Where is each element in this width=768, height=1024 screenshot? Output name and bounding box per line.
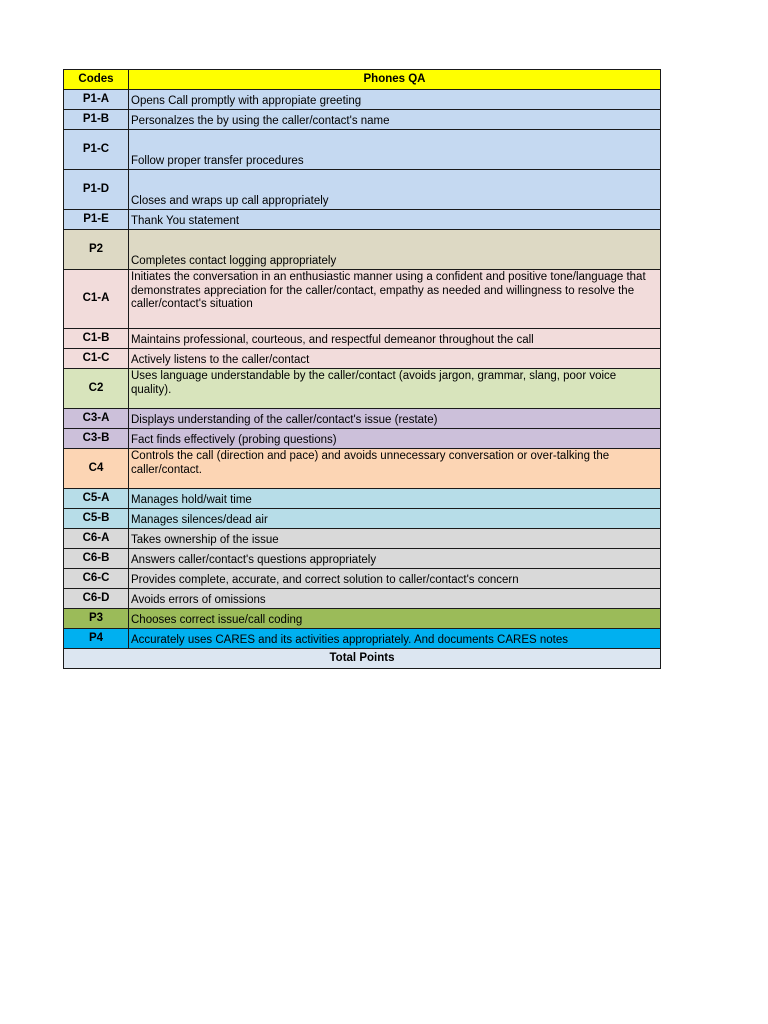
criteria-description: Takes ownership of the issue bbox=[129, 529, 661, 549]
table-row bbox=[64, 329, 661, 349]
table-row bbox=[64, 349, 661, 369]
criteria-code: C4 bbox=[64, 449, 129, 489]
qa-table-body bbox=[64, 70, 661, 669]
table-row bbox=[64, 589, 661, 609]
criteria-description: Chooses correct issue/call coding bbox=[129, 609, 661, 629]
criteria-code: C2 bbox=[64, 369, 129, 409]
table-row bbox=[64, 429, 661, 449]
criteria-code: C6-C bbox=[64, 569, 129, 589]
criteria-description: Accurately uses CARES and its activities appropriately. And documents CARES notes bbox=[129, 629, 661, 649]
criteria-code: C1-C bbox=[64, 349, 129, 369]
table-row bbox=[64, 170, 661, 210]
phones-qa-table bbox=[63, 69, 661, 669]
criteria-code: C3-A bbox=[64, 409, 129, 429]
criteria-description: Initiates the conversation in an enthusiastic manner using a confident and positive tone/language that demonstrates appreciation for the caller/contact, empathy as needed and willingness to resolve the caller/contact's situation bbox=[129, 270, 661, 329]
criteria-description: Personalzes the by using the caller/contact's name bbox=[129, 110, 661, 130]
table-row bbox=[64, 549, 661, 569]
criteria-description: Maintains professional, courteous, and respectful demeanor throughout the call bbox=[129, 329, 661, 349]
criteria-code: P1-A bbox=[64, 90, 129, 110]
table-row bbox=[64, 609, 661, 629]
criteria-code: P3 bbox=[64, 609, 129, 629]
table-row bbox=[64, 210, 661, 230]
table-row bbox=[64, 90, 661, 110]
criteria-description: Controls the call (direction and pace) and avoids unnecessary conversation or over-talking the caller/contact. bbox=[129, 449, 661, 489]
criteria-code: P1-C bbox=[64, 130, 129, 170]
criteria-description: Completes contact logging appropriately bbox=[129, 230, 661, 270]
table-row bbox=[64, 449, 661, 489]
table-row bbox=[64, 529, 661, 549]
table-row bbox=[64, 110, 661, 130]
table-row bbox=[64, 569, 661, 589]
criteria-description: Answers caller/contact's questions appropriately bbox=[129, 549, 661, 569]
criteria-code: P2 bbox=[64, 230, 129, 270]
table-row bbox=[64, 629, 661, 649]
codes-header: Codes bbox=[64, 70, 129, 90]
table-row bbox=[64, 270, 661, 329]
table-header-row bbox=[64, 70, 661, 90]
criteria-description: Uses language understandable by the caller/contact (avoids jargon, grammar, slang, poor voice quality). bbox=[129, 369, 661, 409]
criteria-code: C3-B bbox=[64, 429, 129, 449]
criteria-description: Fact finds effectively (probing questions) bbox=[129, 429, 661, 449]
table-row bbox=[64, 489, 661, 509]
criteria-code: P1-E bbox=[64, 210, 129, 230]
phones-qa-header: Phones QA bbox=[129, 70, 661, 90]
criteria-code: C5-B bbox=[64, 509, 129, 529]
criteria-description: Displays understanding of the caller/contact's issue (restate) bbox=[129, 409, 661, 429]
criteria-description: Thank You statement bbox=[129, 210, 661, 230]
criteria-code: C1-B bbox=[64, 329, 129, 349]
criteria-description: Follow proper transfer procedures bbox=[129, 130, 661, 170]
criteria-description: Manages silences/dead air bbox=[129, 509, 661, 529]
table-row bbox=[64, 409, 661, 429]
criteria-description: Manages hold/wait time bbox=[129, 489, 661, 509]
criteria-code: C6-D bbox=[64, 589, 129, 609]
table-row bbox=[64, 130, 661, 170]
criteria-description: Opens Call promptly with appropiate greeting bbox=[129, 90, 661, 110]
criteria-description: Provides complete, accurate, and correct solution to caller/contact's concern bbox=[129, 569, 661, 589]
total-points-label: Total Points bbox=[64, 649, 661, 669]
criteria-code: C6-B bbox=[64, 549, 129, 569]
total-points-row bbox=[64, 649, 661, 669]
criteria-code: C1-A bbox=[64, 270, 129, 329]
table-row bbox=[64, 369, 661, 409]
criteria-code: P1-B bbox=[64, 110, 129, 130]
table-row bbox=[64, 509, 661, 529]
criteria-code: C5-A bbox=[64, 489, 129, 509]
criteria-description: Avoids errors of omissions bbox=[129, 589, 661, 609]
table-row bbox=[64, 230, 661, 270]
criteria-code: C6-A bbox=[64, 529, 129, 549]
criteria-code: P4 bbox=[64, 629, 129, 649]
criteria-code: P1-D bbox=[64, 170, 129, 210]
criteria-description: Actively listens to the caller/contact bbox=[129, 349, 661, 369]
criteria-description: Closes and wraps up call appropriately bbox=[129, 170, 661, 210]
